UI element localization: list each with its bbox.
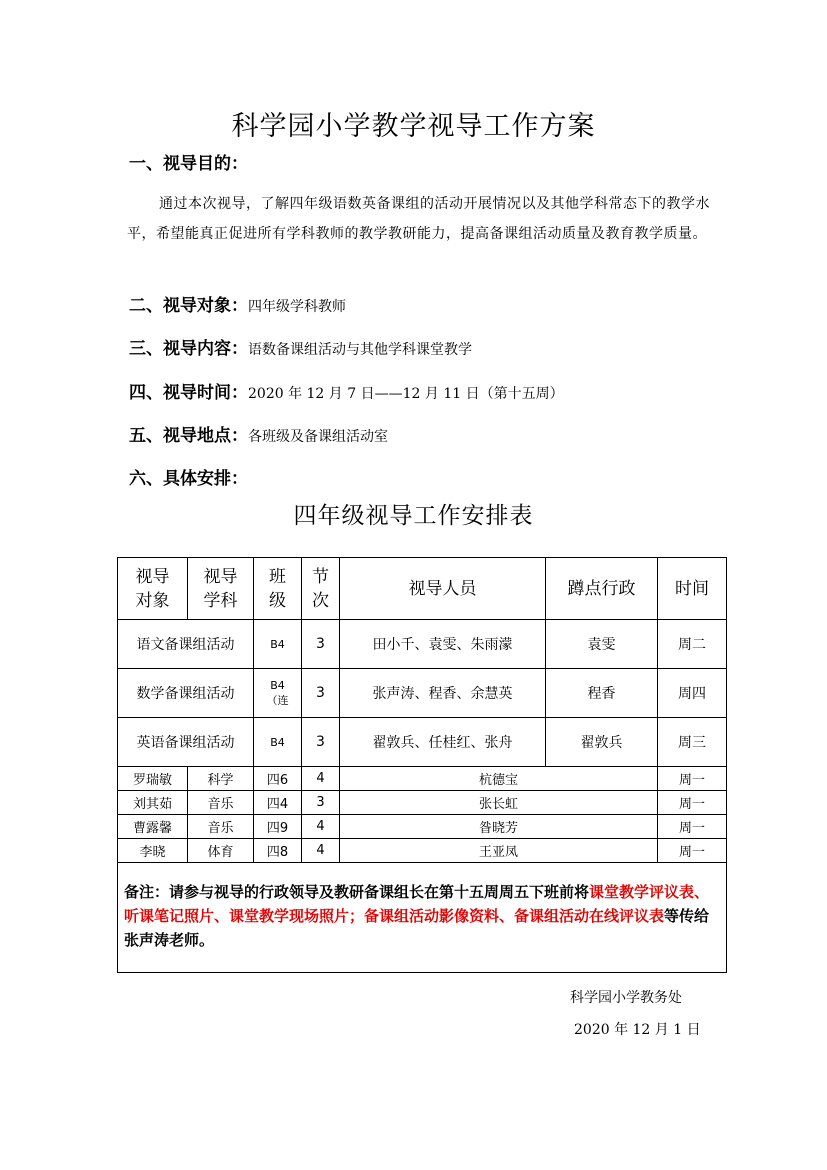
cell-subject: 体育 bbox=[188, 839, 254, 863]
cell-staff: 张长虹 bbox=[340, 791, 658, 815]
cell-class: 四6 bbox=[254, 767, 302, 791]
cell-time: 周四 bbox=[658, 669, 727, 718]
section-value: 四年级学科教师 bbox=[248, 299, 346, 315]
cell-target: 刘其茹 bbox=[118, 791, 188, 815]
cell-time: 周一 bbox=[658, 767, 727, 791]
cell-period: 4 bbox=[302, 815, 340, 839]
cell-admin: 袁雯 bbox=[546, 620, 658, 669]
cell-class: B4 bbox=[254, 718, 302, 767]
section-heading: 一、视导目的： bbox=[129, 154, 248, 174]
cell-target: 数学备课组活动 bbox=[118, 669, 254, 718]
cell-period: 3 bbox=[302, 718, 340, 767]
table-title: 四年级视导工作安排表 bbox=[293, 503, 534, 529]
section-value: 2020 年 12 月 7 日——12 月 11 日（第十五周） bbox=[248, 386, 564, 402]
cell-target: 语文备课组活动 bbox=[118, 620, 254, 669]
cell-time: 周一 bbox=[658, 791, 727, 815]
purpose-paragraph: 通过本次视导，了解四年级语数英备课组的活动开展情况以及其他学科常态下的教学水平，希望能真正促进所有学科教师的教学教研能力，提高备课组活动质量及教育教学质量。 bbox=[127, 196, 710, 242]
cell-time: 周一 bbox=[658, 815, 727, 839]
note-prefix: 备注：请参与视导的行政领导及教研备课组长在第十五周周五下班前将 bbox=[124, 883, 590, 901]
header-admin: 蹲点行政 bbox=[546, 558, 658, 620]
document-title: 科学园小学教学视导工作方案 bbox=[231, 111, 596, 142]
table-row bbox=[118, 620, 727, 669]
cell-subject: 音乐 bbox=[188, 791, 254, 815]
section-value: 各班级及备课组活动室 bbox=[248, 429, 388, 445]
schedule-table bbox=[117, 557, 727, 973]
cell-period: 4 bbox=[302, 839, 340, 863]
section-content bbox=[129, 338, 472, 361]
header-subject: 视导 学科 bbox=[188, 558, 254, 620]
table-row bbox=[118, 767, 727, 791]
cell-admin: 程香 bbox=[546, 669, 658, 718]
header-target: 视导 对象 bbox=[118, 558, 188, 620]
section-heading: 二、视导对象： bbox=[129, 296, 248, 316]
cell-subject: 科学 bbox=[188, 767, 254, 791]
table-header-row bbox=[118, 558, 727, 620]
cell-period: 3 bbox=[302, 791, 340, 815]
section-heading: 六、具体安排： bbox=[129, 469, 248, 489]
cell-class: 四4 bbox=[254, 791, 302, 815]
cell-time: 周二 bbox=[658, 620, 727, 669]
cell-staff: 杭德宝 bbox=[340, 767, 658, 791]
header-class: 班 级 bbox=[254, 558, 302, 620]
table-row bbox=[118, 815, 727, 839]
cell-class: B4 （连 bbox=[254, 669, 302, 718]
table-row bbox=[118, 718, 727, 767]
cell-target: 英语备课组活动 bbox=[118, 718, 254, 767]
signature-office: 科学园小学教务处 bbox=[570, 990, 682, 1006]
cell-period: 3 bbox=[302, 620, 340, 669]
cell-class: 四9 bbox=[254, 815, 302, 839]
section-time bbox=[129, 382, 564, 405]
section-arrangement bbox=[129, 468, 248, 490]
cell-target: 曹露馨 bbox=[118, 815, 188, 839]
header-period: 节 次 bbox=[302, 558, 340, 620]
cell-class: 四8 bbox=[254, 839, 302, 863]
table-row bbox=[118, 791, 727, 815]
section-location bbox=[129, 425, 388, 448]
note-highlight: 课堂教学评议表、听课笔记照片、课堂教学现场照片；备课组活动影像资料、备课组活动在线评议表 bbox=[124, 883, 710, 925]
cell-staff: 田小千、袁雯、朱雨濛 bbox=[340, 620, 546, 669]
signature-date: 2020 年 12 月 1 日 bbox=[574, 1022, 701, 1038]
header-staff: 视导人员 bbox=[340, 558, 546, 620]
note-suffix: 等传给张声涛老师。 bbox=[124, 907, 710, 949]
section-heading: 五、视导地点： bbox=[129, 426, 248, 446]
cell-subject: 音乐 bbox=[188, 815, 254, 839]
cell-target: 李晓 bbox=[118, 839, 188, 863]
table-row bbox=[118, 669, 727, 718]
section-heading: 四、视导时间： bbox=[129, 383, 248, 403]
cell-time: 周一 bbox=[658, 839, 727, 863]
section-heading: 三、视导内容： bbox=[129, 339, 248, 359]
cell-admin: 翟敦兵 bbox=[546, 718, 658, 767]
section-purpose-heading bbox=[129, 153, 248, 175]
cell-staff: 王亚凤 bbox=[340, 839, 658, 863]
table-row bbox=[118, 839, 727, 863]
cell-staff: 昝晓芳 bbox=[340, 815, 658, 839]
cell-staff: 张声涛、程香、余慧英 bbox=[340, 669, 546, 718]
cell-staff: 翟敦兵、任桂红、张舟 bbox=[340, 718, 546, 767]
note-cell bbox=[118, 863, 727, 973]
cell-period: 3 bbox=[302, 669, 340, 718]
section-value: 语数备课组活动与其他学科课堂教学 bbox=[248, 342, 472, 358]
cell-period: 4 bbox=[302, 767, 340, 791]
note-row bbox=[118, 863, 727, 973]
cell-class: B4 bbox=[254, 620, 302, 669]
section-target bbox=[129, 295, 346, 318]
header-time: 时间 bbox=[658, 558, 727, 620]
cell-target: 罗瑞敏 bbox=[118, 767, 188, 791]
cell-time: 周三 bbox=[658, 718, 727, 767]
